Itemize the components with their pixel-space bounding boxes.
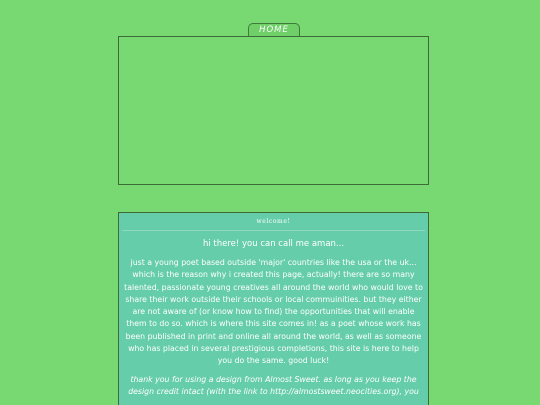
welcome-section	[118, 212, 429, 405]
header-image-box	[118, 36, 429, 185]
divider	[122, 230, 425, 231]
greeting-text: hi there! you can call me aman...	[202, 239, 345, 249]
section-heading: welcome!	[256, 218, 291, 225]
design-credit-text: thank you for using a design from Almost Sweet. as long as you keep the design credit intact (with the link to http://almostsweet.neocities.org), you	[128, 374, 419, 396]
intro-paragraph: just a young poet based outside 'major' countries like the usa or the uk... which is the reason why i created this page, actually! there are so many talented, passionate young creatives all around the world who would love to share their work outside their schools or local commuinities. but they either are not aware of (or know how to find) the opportunities that will enable them to do so. which is where this site comes in! as a poet whose work has been published in print and online all around the world, as well as someone who has placed in several prestigious completions, this site is here to help you do the same. good luck!	[124, 258, 423, 366]
home-link[interactable]: HOME	[248, 23, 300, 36]
